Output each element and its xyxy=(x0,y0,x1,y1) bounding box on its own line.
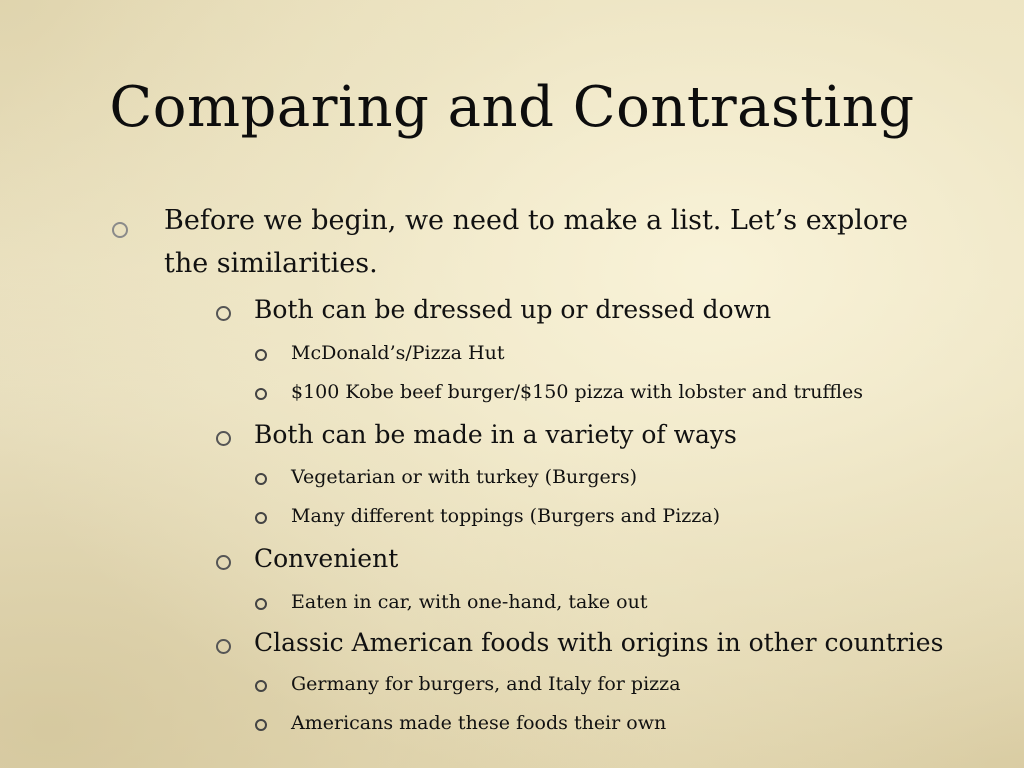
bullet-circle-icon xyxy=(255,598,267,610)
bullet-circle-icon xyxy=(255,680,267,692)
slide-title: Comparing and Contrasting xyxy=(109,75,915,140)
bullet-circle-icon xyxy=(216,306,231,321)
sub-sub-bullet-text: Germany for burgers, and Italy for pizza xyxy=(291,673,681,695)
bullet-circle-icon xyxy=(216,431,231,446)
bullet-circle-icon xyxy=(255,512,267,524)
sub-bullet-text: Both can be dressed up or dressed down xyxy=(254,295,772,324)
bullet-circle-icon xyxy=(216,555,231,570)
sub-sub-bullet-text: McDonald’s/Pizza Hut xyxy=(291,342,505,364)
sub-sub-bullet-text: Many different toppings (Burgers and Pizza) xyxy=(291,505,721,527)
sub-sub-bullet-text: Americans made these foods their own xyxy=(291,712,667,734)
sub-sub-bullet-text: Vegetarian or with turkey (Burgers) xyxy=(291,466,637,488)
bullet-circle-icon xyxy=(255,719,267,731)
sub-sub-bullet-text: Eaten in car, with one-hand, take out xyxy=(291,591,648,613)
bullet-text-line-1: Before we begin, we need to make a list. Let’s explore xyxy=(164,205,909,236)
bullet-circle-icon xyxy=(255,388,267,400)
bullet-circle-icon xyxy=(255,349,267,361)
sub-bullet-text: Convenient xyxy=(254,544,399,573)
sub-bullet-text: Classic American foods with origins in other countries xyxy=(254,628,944,657)
bullet-text-line-2: the similarities. xyxy=(164,248,378,279)
bullet-circle-icon xyxy=(216,639,231,654)
bullet-circle-icon xyxy=(112,222,128,238)
bullet-circle-icon xyxy=(255,473,267,485)
sub-bullet-text: Both can be made in a variety of ways xyxy=(254,420,737,449)
sub-sub-bullet-text: $100 Kobe beef burger/$150 pizza with lobster and truffles xyxy=(291,381,864,403)
